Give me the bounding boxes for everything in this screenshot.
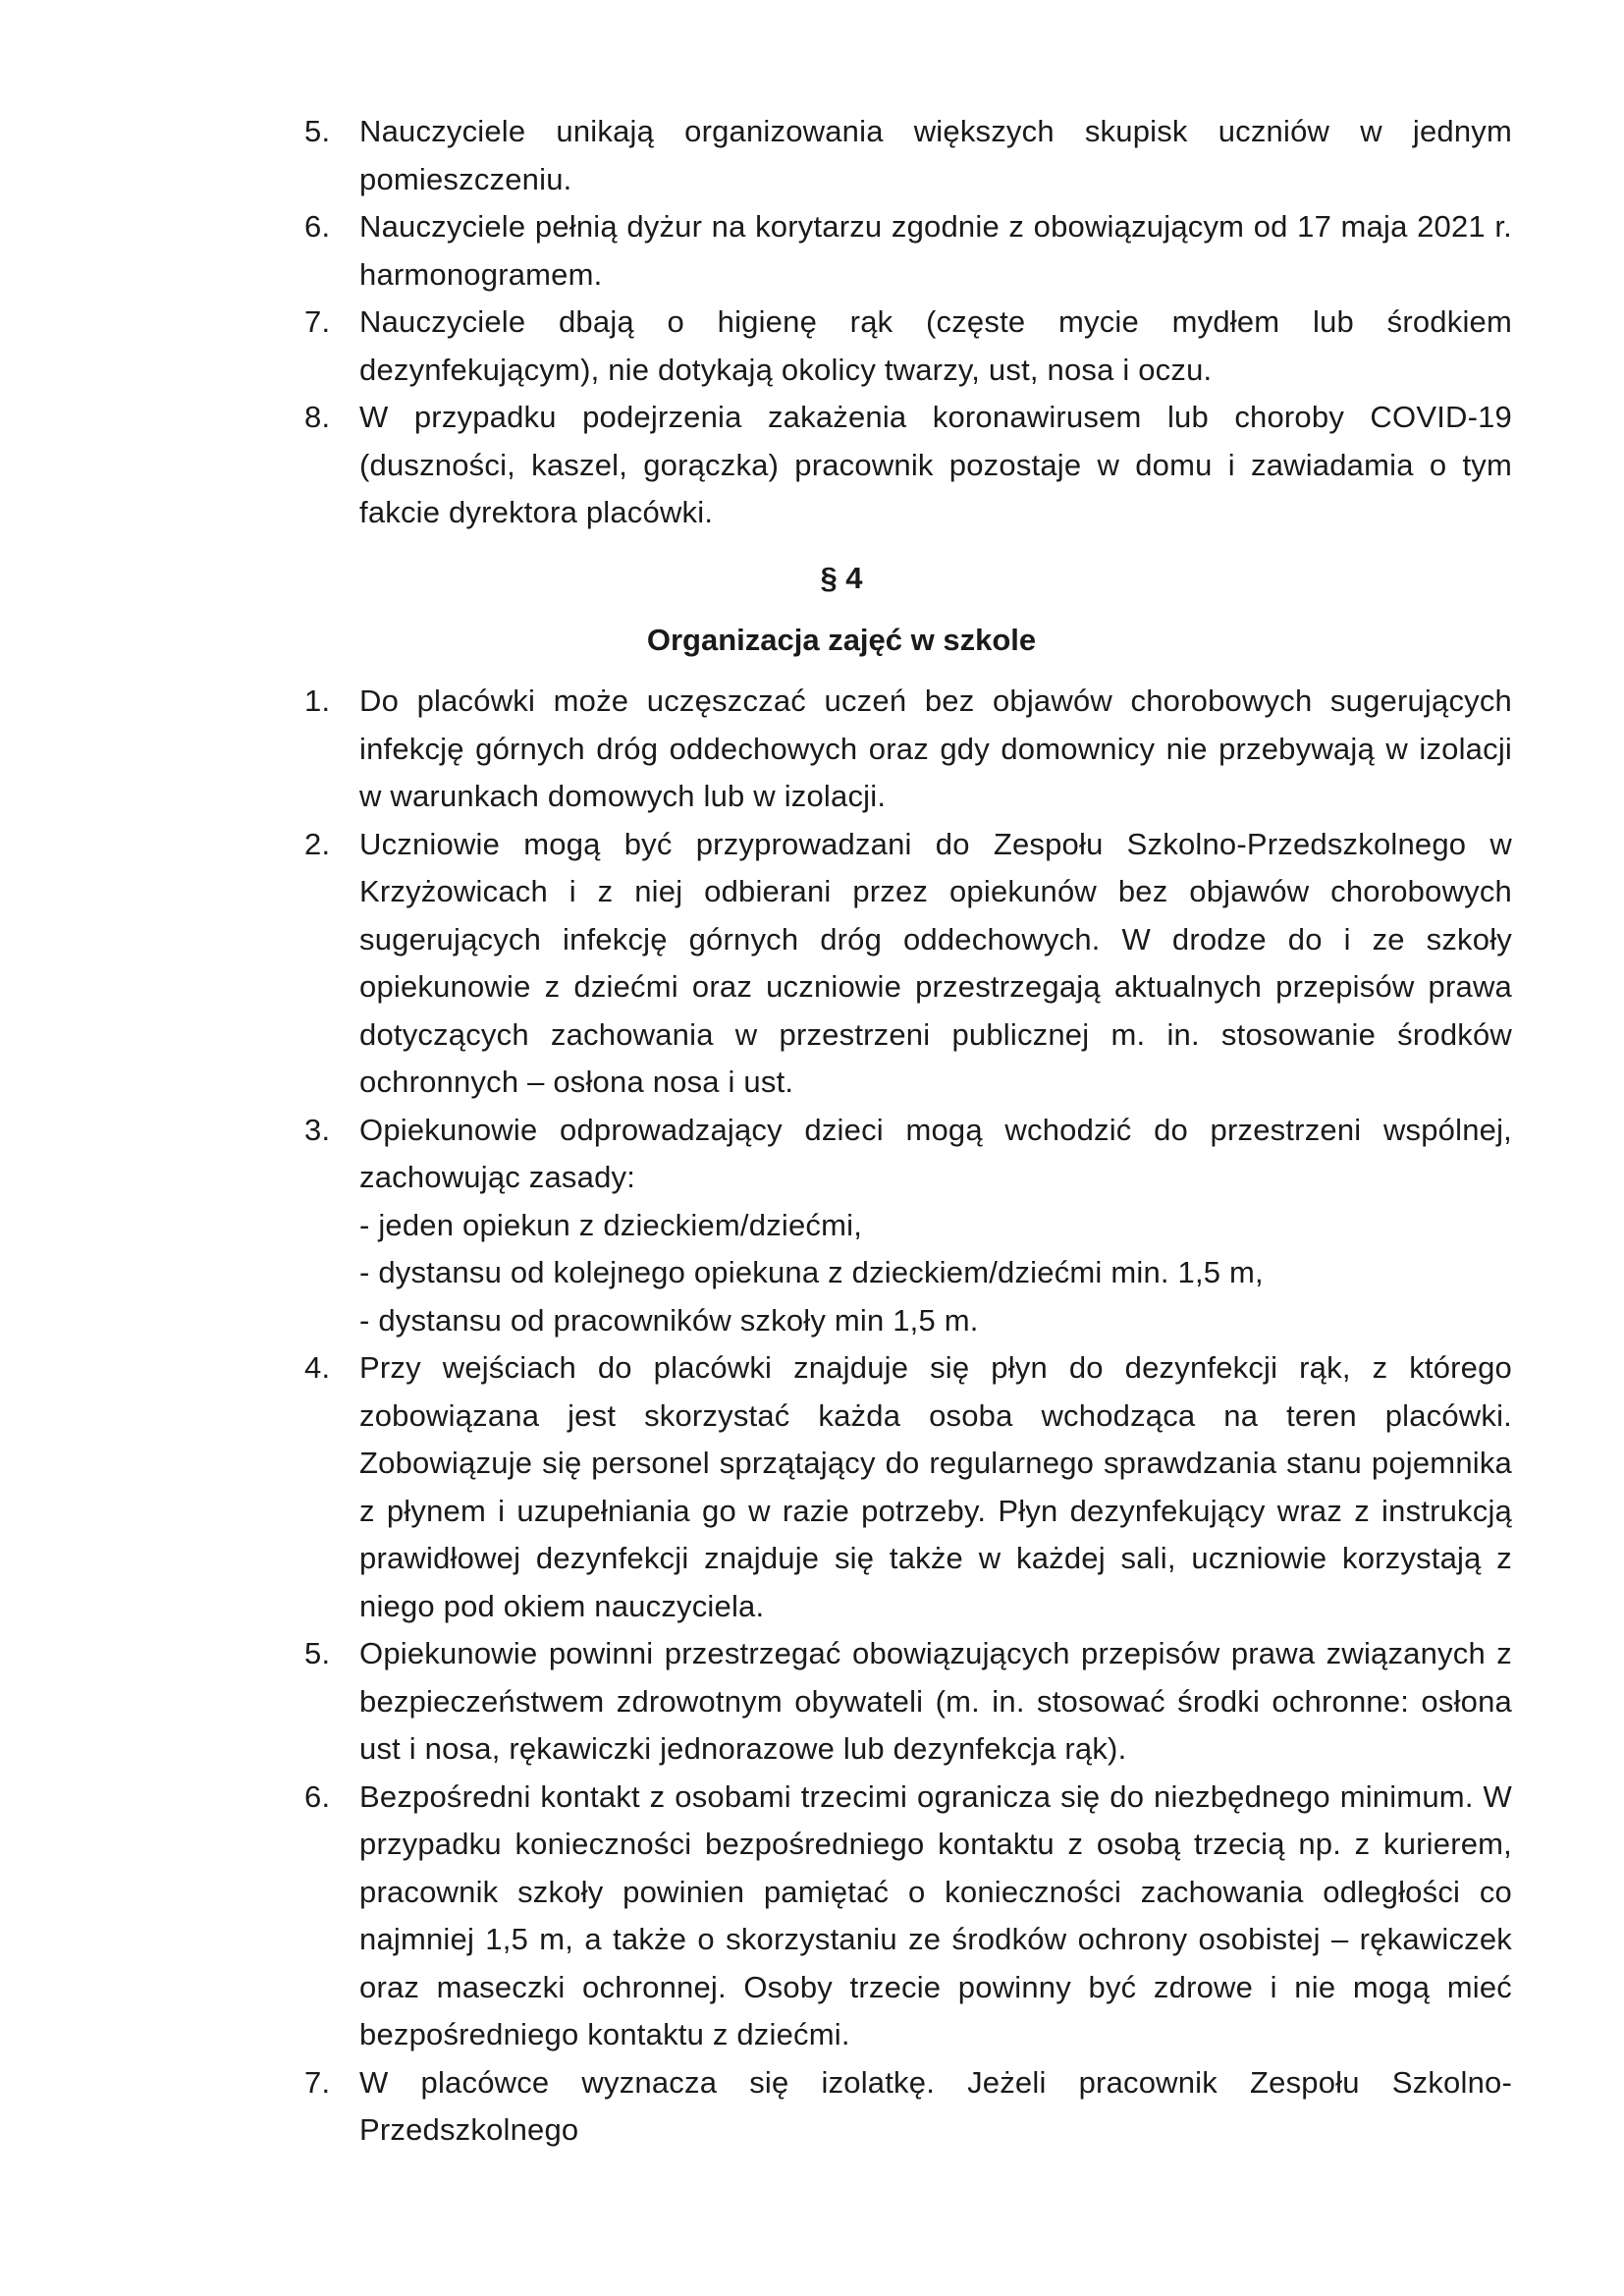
item-text: Bezpośredni kontakt z osobami trzecimi ogranicza się do niezbędnego minimum. W przypadku konieczności bezpośredniego kontaktu z osobą trzecią np. z kurierem, pracownik szkoły powinien pamiętać o konieczności zachowania odległości co najmniej 1,5 m, a także o skorzystaniu ze środków ochrony osobistej – rękawiczek oraz maseczki ochronnej. Osoby trzecie powinny być zdrowe i nie mogą mieć bezpośredniego kontaktu z dziećmi. — [359, 1778, 1512, 2051]
item-text: Nauczyciele dbają o higienę rąk (częste mycie mydłem lub środkiem dezynfekującym), nie dotykają okolicy twarzy, ust, nosa i oczu. — [359, 304, 1512, 387]
item-number: 1. — [304, 683, 331, 718]
item-text: Do placówki może uczęszczać uczeń bez objawów chorobowych sugerujących infekcję górnych dróg oddechowych oraz gdy domownicy nie przebywają w izolacji w warunkach domowych lub w izolacji. — [359, 683, 1512, 813]
list-item — [304, 821, 1512, 1107]
item-text: W placówce wyznacza się izolatkę. Jeżeli pracownik Zespołu Szkolno-Przedszkolnego — [359, 2064, 1512, 2147]
section-title: Organizacja zajęć w szkole — [646, 623, 1037, 657]
item-text: Uczniowie mogą być przyprowadzani do Zespołu Szkolno-Przedszkolnego w Krzyżowicach i z niej odbierani przez opiekunów bez objawów chorobowych sugerujących infekcję górnych dróg oddechowych. W drodze do i ze szkoły opiekunowie z dziećmi oraz uczniowie przestrzegają aktualnych przepisów prawa dotyczących zachowania w przestrzeni publicznej m. in. stosowanie środków ochronnych – osłona nosa i ust. — [359, 826, 1512, 1099]
item-number: 6. — [304, 209, 331, 244]
list-item — [304, 678, 1512, 821]
list-item — [304, 394, 1512, 537]
top-list — [304, 108, 1512, 537]
list-item — [304, 203, 1512, 299]
item-number: 5. — [304, 114, 331, 148]
item-number: 7. — [304, 304, 331, 339]
item-text: W przypadku podejrzenia zakażenia koronawirusem lub choroby COVID-19 (duszności, kaszel, gorączka) pracownik pozostaje w domu i zawiadamia o tym fakcie dyrektora placówki. — [359, 400, 1512, 529]
item-number: 8. — [304, 400, 331, 434]
list-item — [304, 299, 1512, 394]
list-item — [304, 2059, 1512, 2155]
sub-item: - jeden opiekun z dzieckiem/dziećmi, — [359, 1207, 863, 1242]
item-number: 2. — [304, 826, 331, 861]
list-item — [304, 1630, 1512, 1774]
item-number: 5. — [304, 1636, 331, 1670]
list-item — [304, 1344, 1512, 1630]
list-item — [304, 108, 1512, 203]
item-number: 3. — [304, 1112, 331, 1147]
item-number: 7. — [304, 2064, 331, 2100]
list-item — [304, 1774, 1512, 2059]
item-text: Opiekunowie powinni przestrzegać obowiązujących przepisów prawa związanych z bezpieczeństwem zdrowotnym obywateli (m. in. stosować środki ochronne: osłona ust i nosa, rękawiczki jednorazowe lub dezynfekcja rąk). — [359, 1636, 1512, 1766]
organization-list — [304, 678, 1512, 2155]
item-number: 4. — [304, 1350, 331, 1385]
section-number: § 4 — [820, 561, 863, 595]
list-item — [304, 1107, 1512, 1345]
sub-item: - dystansu od pracowników szkoły min 1,5 m. — [359, 1302, 979, 1338]
item-text: Opiekunowie odprowadzający dzieci mogą wchodzić do przestrzeni wspólnej, zachowując zasady: — [359, 1112, 1512, 1194]
item-number: 6. — [304, 1778, 331, 1814]
item-text: Nauczyciele pełnią dyżur na korytarzu zgodnie z obowiązującym od 17 maja 2021 r. harmonogramem. — [359, 209, 1512, 292]
sub-item: - dystansu od kolejnego opiekuna z dzieckiem/dziećmi min. 1,5 m, — [359, 1255, 1264, 1289]
item-text: Nauczyciele unikają organizowania większych skupisk uczniów w jednym pomieszczeniu. — [359, 114, 1512, 196]
item-text: Przy wejściach do placówki znajduje się płyn do dezynfekcji rąk, z którego zobowiązana jest skorzystać każda osoba wchodząca na teren placówki. Zobowiązuje się personel sprzątający do regularnego sprawdzania stanu pojemnika z płynem i uzupełniania go w razie potrzeby. Płyn dezynfekujący wraz z instrukcją prawidłowej dezynfekcji znajduje się także w każdej sali, uczniowie korzystają z niego pod okiem nauczyciela. — [359, 1350, 1512, 1623]
